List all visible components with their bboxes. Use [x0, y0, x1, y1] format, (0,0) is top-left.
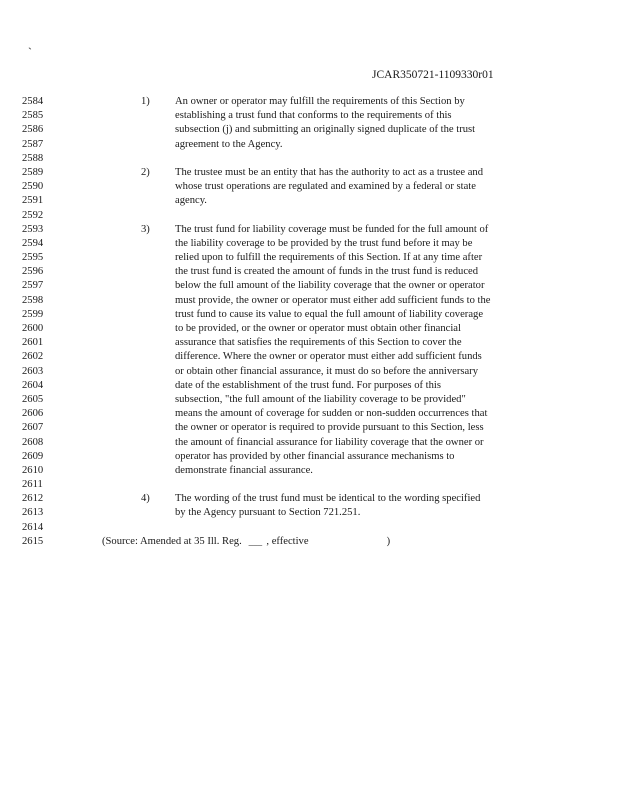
line-text: The trust fund for liability coverage must be funded for the full amount of [175, 223, 489, 235]
line-number: 2595 [22, 252, 44, 264]
line-text: whose trust operations are regulated and examined by a federal or state [175, 181, 476, 193]
document-line [0, 336, 618, 350]
line-text: relied upon to fulfill the requirements of this Section. If at any time after [175, 252, 483, 264]
line-text: date of the establishment of the trust fund. For purposes of this [175, 379, 441, 391]
line-number: 2604 [22, 379, 44, 391]
document-line [0, 521, 618, 535]
document-line [0, 436, 618, 450]
document-line [0, 450, 618, 464]
source-close-paren: ) [386, 535, 391, 547]
source-line [0, 535, 618, 549]
line-number: 2611 [22, 479, 43, 491]
line-number: 2588 [22, 152, 44, 164]
line-text: the liability coverage to be provided by the trust fund before it may be [175, 237, 473, 249]
line-text: to be provided, or the owner or operator must obtain other financial [175, 323, 461, 334]
effective-label: , effective [266, 535, 309, 547]
document-line [0, 464, 618, 478]
line-text: subsection, "the full amount of the liability coverage to be provided" [175, 393, 466, 405]
line-text: subsection (j) and submitting an originally signed duplicate of the trust [175, 124, 476, 136]
line-number: 2596 [22, 266, 44, 278]
line-number: 2601 [22, 337, 44, 349]
document-line [0, 478, 618, 492]
stray-tick-mark: ` [28, 45, 32, 59]
document-line [0, 379, 618, 393]
line-text: trust fund to cause its value to equal the full amount of liability coverage [175, 308, 484, 320]
source-citation [102, 535, 390, 549]
source-prefix: (Source: Amended at 35 Ill. Reg. [102, 535, 245, 547]
document-line [0, 279, 618, 293]
line-number: 2607 [22, 422, 44, 434]
line-text: means the amount of coverage for sudden or non-sudden occurrences that [175, 408, 488, 420]
line-number: 2586 [22, 124, 44, 136]
line-number: 2609 [22, 450, 44, 462]
item-marker: 1) [141, 96, 150, 107]
line-number: 2589 [22, 166, 44, 178]
document-line [0, 251, 618, 265]
document-id: JCAR350721-1109330r01 [372, 69, 494, 81]
document-line [0, 138, 618, 152]
line-text: An owner or operator may fulfill the requirements of this Section by [175, 96, 465, 107]
line-number: 2592 [22, 209, 44, 221]
document-body [0, 95, 618, 549]
document-line [0, 407, 618, 421]
line-text: agency. [175, 195, 207, 207]
line-text: agreement to the Agency. [175, 138, 283, 150]
document-line [0, 350, 618, 364]
line-text: difference. Where the owner or operator must either add sufficient funds [175, 351, 482, 363]
document-line [0, 166, 618, 180]
document-line [0, 95, 618, 109]
line-number: 2599 [22, 308, 44, 320]
line-number: 2600 [22, 323, 44, 334]
document-line [0, 194, 618, 208]
item-marker: 4) [141, 493, 150, 505]
line-number: 2612 [22, 493, 44, 505]
document-line [0, 492, 618, 506]
line-number: 2608 [22, 436, 44, 448]
line-number: 2594 [22, 237, 44, 249]
line-text: demonstrate financial assurance. [175, 464, 313, 476]
document-line [0, 109, 618, 123]
document-line [0, 237, 618, 251]
document-line [0, 421, 618, 435]
document-line [0, 223, 618, 237]
line-number: 2613 [22, 507, 44, 519]
document-line [0, 180, 618, 194]
line-text: establishing a trust fund that conforms to the requirements of this [175, 110, 452, 122]
line-number: 2598 [22, 294, 44, 306]
line-text: the amount of financial assurance for liability coverage that the owner or [175, 436, 484, 448]
document-line [0, 209, 618, 223]
line-number: 2591 [22, 195, 44, 207]
register-blank: ___ [248, 536, 263, 547]
document-line [0, 365, 618, 379]
line-number: 2587 [22, 138, 44, 150]
item-marker: 2) [141, 166, 150, 178]
document-line [0, 308, 618, 322]
line-text: or obtain other financial assurance, it must do so before the anniversary [175, 365, 478, 377]
document-line [0, 123, 618, 137]
line-text: The trustee must be an entity that has the authority to act as a trustee and [175, 166, 484, 178]
line-number: 2603 [22, 365, 44, 377]
line-number: 2614 [22, 521, 44, 533]
line-text: operator has provided by other financial assurance mechanisms to [175, 450, 455, 462]
document-line [0, 393, 618, 407]
line-text: by the Agency pursuant to Section 721.251. [175, 507, 361, 519]
item-marker: 3) [141, 223, 150, 235]
line-number: 2605 [22, 393, 44, 405]
document-line [0, 265, 618, 279]
line-number: 2597 [22, 280, 44, 292]
line-number: 2593 [22, 223, 44, 235]
document-line [0, 322, 618, 336]
line-number: 2606 [22, 408, 44, 420]
document-line [0, 152, 618, 166]
line-text: must provide, the owner or operator must either add sufficient funds to the [175, 294, 491, 306]
line-number: 2584 [22, 96, 44, 107]
line-text: assurance that satisfies the requirements of this Section to cover the [175, 337, 462, 349]
line-text: the trust fund is created the amount of funds in the trust fund is reduced [175, 266, 479, 278]
line-text: the owner or operator is required to provide pursuant to this Section, less [175, 422, 484, 434]
line-text: below the full amount of the liability coverage that the owner or operator [175, 280, 485, 292]
document-line [0, 506, 618, 520]
line-number: 2590 [22, 181, 44, 193]
line-number: 2585 [22, 110, 44, 122]
line-number: 2615 [22, 535, 44, 547]
line-number: 2602 [22, 351, 44, 363]
line-number: 2610 [22, 464, 44, 476]
document-line [0, 294, 618, 308]
line-text: The wording of the trust fund must be identical to the wording specified [175, 493, 481, 505]
